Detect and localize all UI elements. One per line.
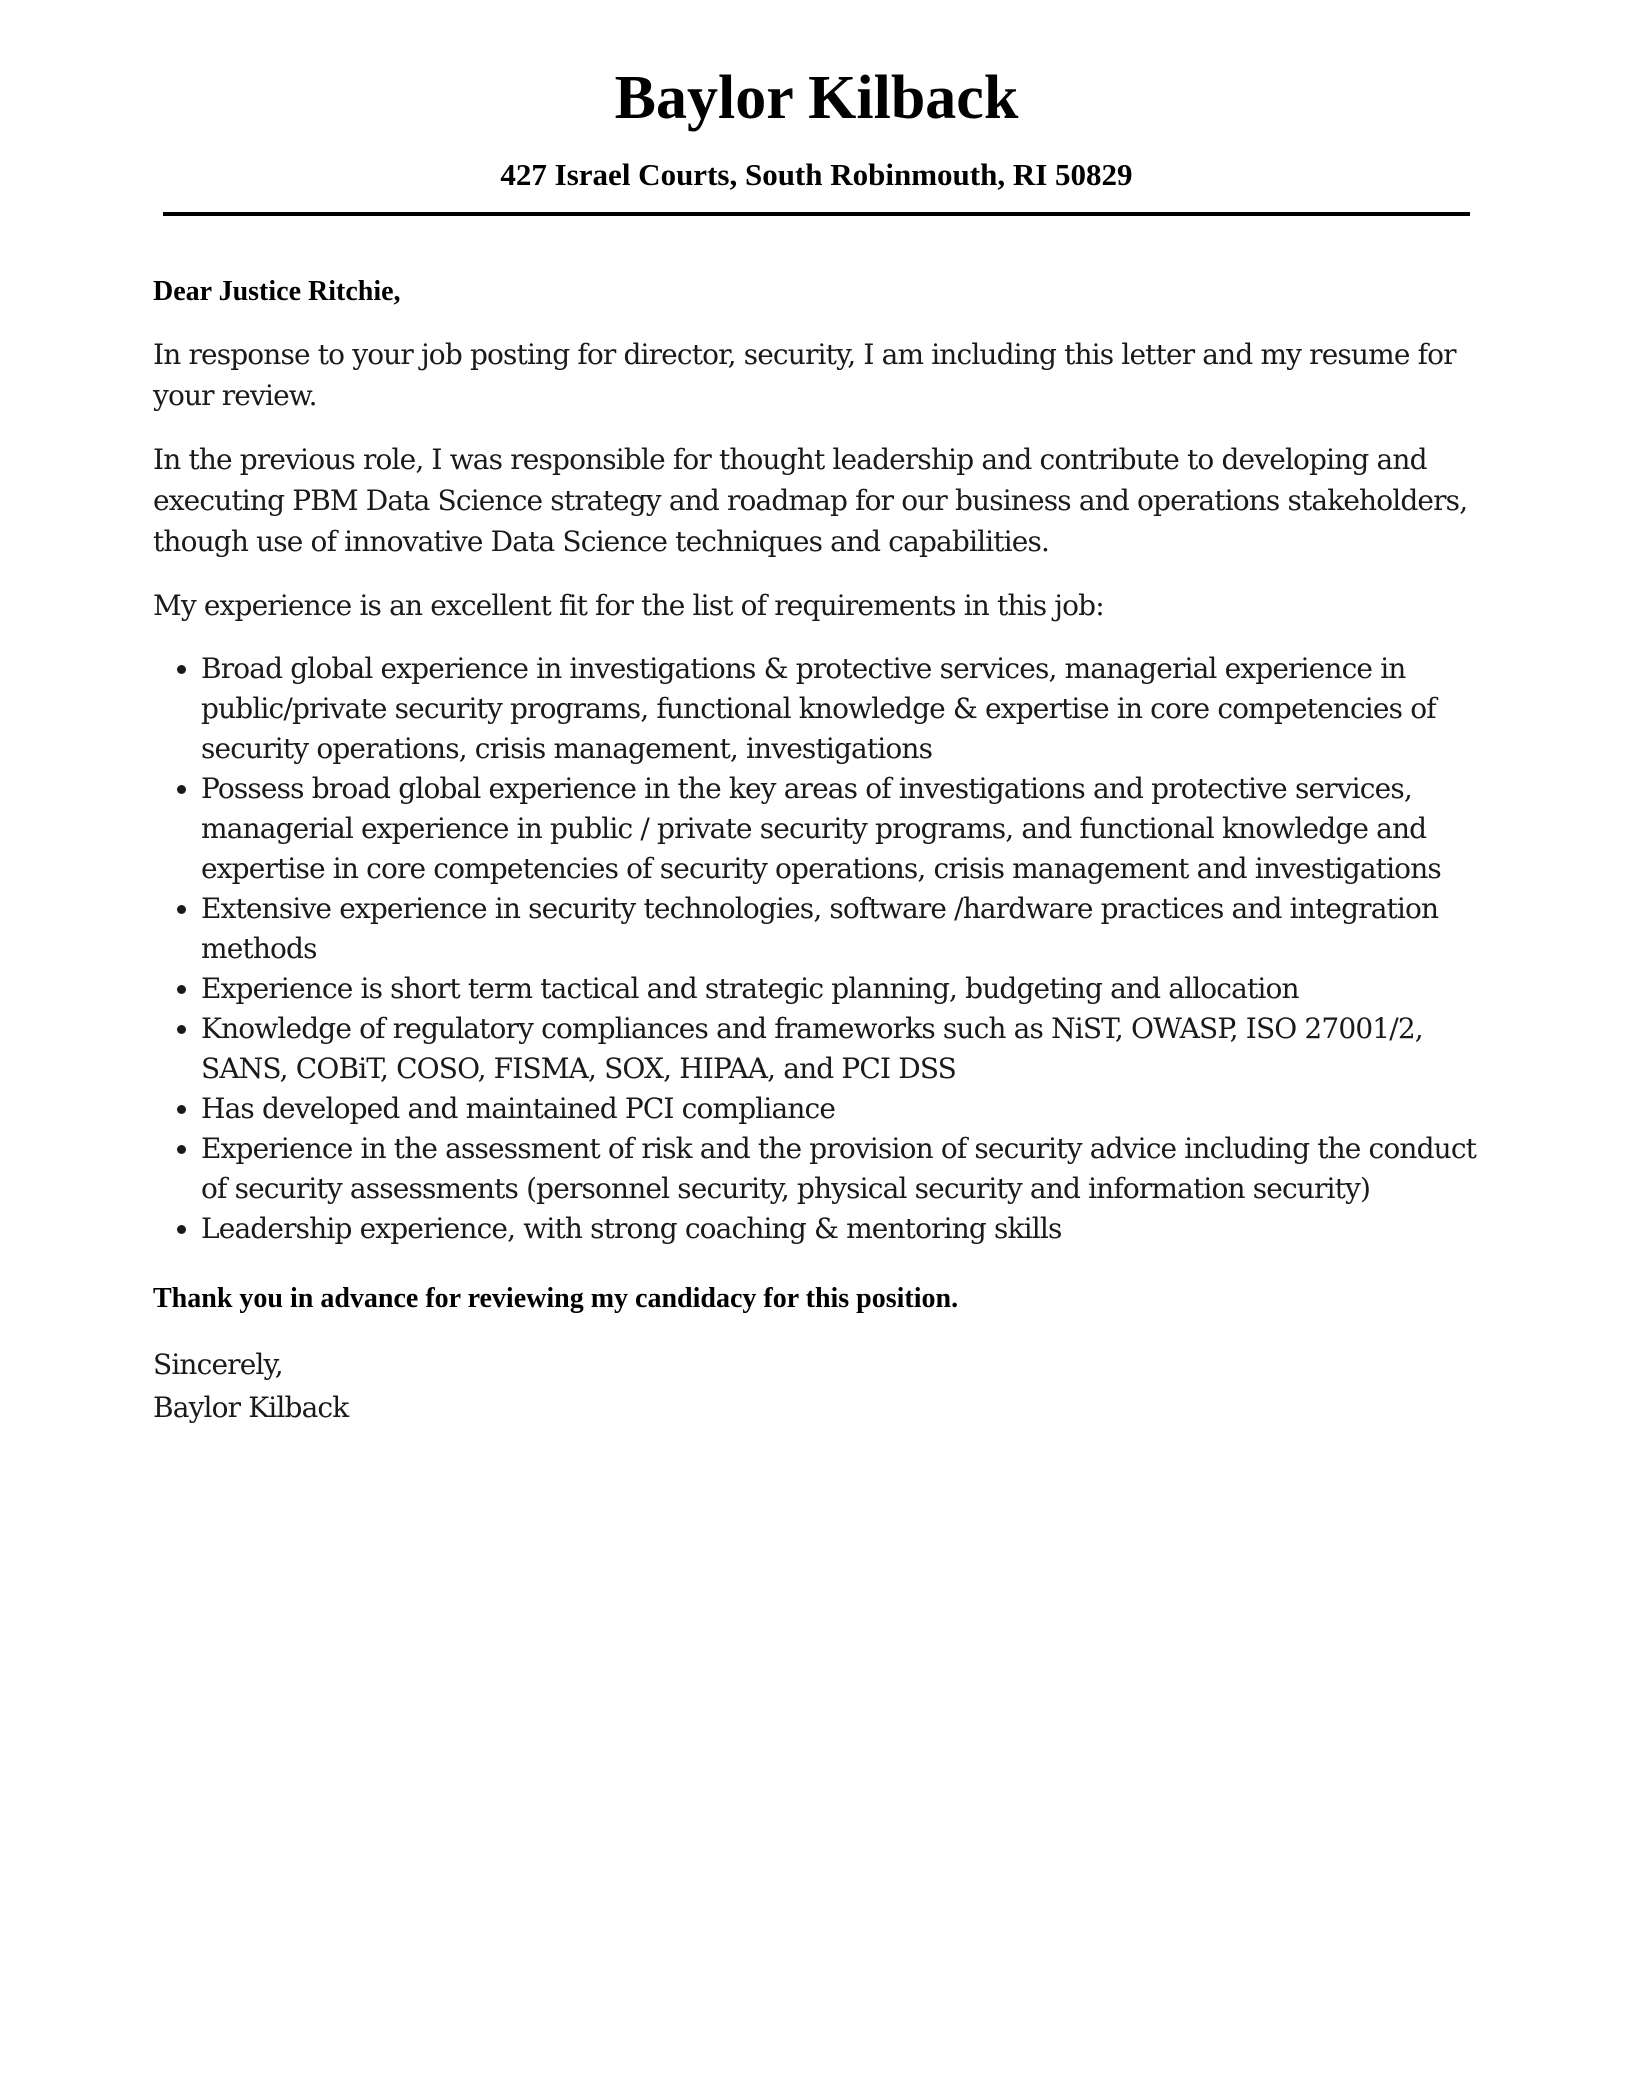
salutation: Dear Justice Ritchie, (153, 276, 401, 307)
list-item: • Broad global experience in investigations & protective services, managerial experience in public/private security programs, functional knowledge & expertise in core competencies of security operations, crisis management, investigations (201, 649, 1483, 769)
sender-name: Baylor Kilback (614, 64, 1019, 132)
experience-paragraph: In the previous role, I was responsible for thought leadership and contribute to developing and executing PBM Data Science strategy and roadmap for our business and operations stakeholders, though use of innovative Data Science techniques and capabilities. (153, 443, 1468, 558)
list-item: • Knowledge of regulatory compliances and frameworks such as NiST, OWASP, ISO 27001/2, SANS, COBiT, COSO, FISMA, SOX, HIPAA, and PCI DSS (201, 1009, 1483, 1089)
fit-paragraph: My experience is an excellent fit for the list of requirements in this job: (153, 589, 1104, 622)
sender-address: 427 Israel Courts, South Robinmouth, RI 50829 (500, 157, 1133, 192)
intro-paragraph: In response to your job posting for director, security, I am including this letter and my resume for your review. (153, 338, 1456, 412)
closing-statement: Thank you in advance for reviewing my candidacy for this position. (153, 1283, 959, 1314)
letter-body (153, 272, 1483, 1429)
signoff: Sincerely, (153, 1348, 283, 1381)
list-item: • Experience is short term tactical and strategic planning, budgeting and allocation (201, 969, 1483, 1009)
list-item: • Possess broad global experience in the key areas of investigations and protective services, managerial experience in public / private security programs, and functional knowledge and expertise in core competencies of security operations, crisis management and investigations (201, 769, 1483, 889)
signature: Baylor Kilback (153, 1391, 349, 1424)
list-item: • Leadership experience, with strong coaching & mentoring skills (201, 1209, 1483, 1249)
list-item: • Experience in the assessment of risk and the provision of security advice including the conduct of security assessments (personnel security, physical security and information security) (201, 1129, 1483, 1209)
letter-header (163, 55, 1470, 195)
list-item: • Has developed and maintained PCI compliance (201, 1089, 1483, 1129)
header-divider (163, 212, 1470, 216)
requirements-list (153, 649, 1483, 1249)
list-item: • Extensive experience in security technologies, software /hardware practices and integration methods (201, 889, 1483, 969)
